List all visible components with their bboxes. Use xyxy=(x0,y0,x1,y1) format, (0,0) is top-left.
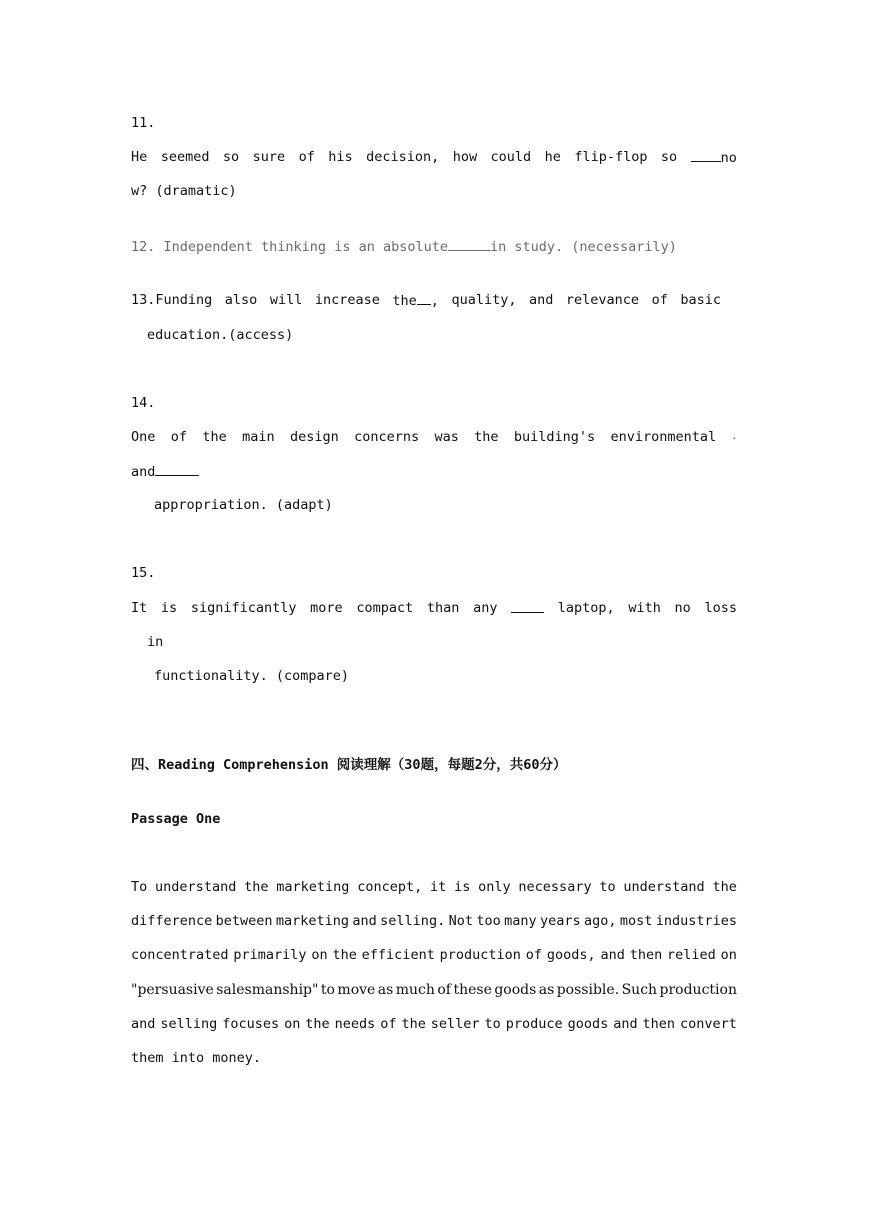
q13-the-blank xyxy=(392,291,439,310)
answer-blank[interactable] xyxy=(417,291,431,305)
passage-word: most xyxy=(619,913,653,929)
passage-word: "persuasive xyxy=(131,982,214,998)
passage-title: Passage One xyxy=(131,811,221,827)
passage-word: ago, xyxy=(583,913,617,929)
q15-word: loss xyxy=(704,600,737,616)
passage-word: on xyxy=(720,947,737,963)
q13-line1 xyxy=(131,291,721,310)
passage-line-3 xyxy=(131,946,737,964)
q13-word: of xyxy=(651,292,668,308)
q15-word: compact xyxy=(356,600,414,616)
passage-line-2 xyxy=(131,912,737,930)
q14-and: and xyxy=(131,464,156,480)
q11-word: of xyxy=(298,149,315,165)
q13-number: 13.Funding xyxy=(131,292,213,308)
passage-word: relied xyxy=(667,947,716,963)
q15-word: no xyxy=(674,600,691,616)
passage-word: to xyxy=(320,982,335,998)
q11-after-blank: no xyxy=(720,150,737,166)
q13-word: relevance xyxy=(565,292,640,308)
q11-word: his xyxy=(328,149,353,165)
passage-word: of xyxy=(380,1016,397,1032)
passage-word: production xyxy=(439,947,521,963)
passage-word: convert xyxy=(680,1016,737,1032)
passage-word: marketing xyxy=(276,879,350,895)
q15-word: any xyxy=(473,600,498,616)
q13-word: basic xyxy=(680,292,721,308)
q15-word: than xyxy=(426,600,460,616)
q15-line3: functionality. (compare) xyxy=(154,668,350,684)
passage-word: the xyxy=(332,947,357,963)
q15-number: 15. xyxy=(131,565,156,581)
section-heading: 四、Reading Comprehension 阅读理解（30题，每题2分，共60分） xyxy=(131,757,567,773)
q14-dot: . xyxy=(731,432,737,442)
passage-word: then xyxy=(629,947,663,963)
passage-word: needs xyxy=(334,1016,376,1032)
passage-word: the xyxy=(712,879,737,895)
q14-word: main xyxy=(242,429,275,445)
passage-word: goods, xyxy=(546,947,596,963)
q11-word: how xyxy=(452,149,478,165)
q13-word: increase xyxy=(314,292,380,308)
q14-word: of xyxy=(170,429,187,445)
q14-number: 14. xyxy=(131,395,156,411)
q14-word: design xyxy=(289,429,339,445)
q15-word: laptop, xyxy=(557,600,615,616)
q11-number: 11. xyxy=(131,115,156,131)
passage-word: efficient xyxy=(361,947,435,963)
passage-word: salesmanship" xyxy=(216,982,319,998)
passage-word: these xyxy=(453,982,492,998)
q13-word: will xyxy=(269,292,303,308)
q14-word: environmental xyxy=(610,429,717,445)
passage-word: understand xyxy=(155,879,237,895)
q12-line xyxy=(131,237,737,256)
q11-line2: w? (dramatic) xyxy=(131,183,237,199)
q15-line2: in xyxy=(147,634,164,650)
passage-word: focuses xyxy=(222,1016,280,1032)
passage-word: possible. xyxy=(556,982,620,998)
passage-word: Not xyxy=(448,913,473,929)
q15-word: more xyxy=(310,600,343,616)
passage-word: Such xyxy=(621,982,658,998)
q12-after: in study. (necessarily) xyxy=(489,239,677,255)
q14-line2 xyxy=(131,462,737,481)
passage-word: and xyxy=(600,947,625,963)
q15-word: with xyxy=(628,600,661,616)
q11-word: he xyxy=(544,149,561,165)
passage-word: many xyxy=(504,913,537,929)
passage-word: selling xyxy=(160,1016,218,1032)
passage-word: the xyxy=(244,879,269,895)
q11-word: decision, xyxy=(366,149,440,165)
passage-word: too xyxy=(476,913,501,929)
passage-word: necessary xyxy=(518,879,592,895)
q12-before: 12. Independent thinking is an absolute xyxy=(131,239,448,255)
passage-word: concentrated xyxy=(131,947,229,963)
passage-word: the xyxy=(305,1016,330,1032)
q13-word: also xyxy=(224,292,258,308)
q14-word: the xyxy=(474,429,499,445)
passage-word: marketing xyxy=(275,913,350,929)
passage-word: much xyxy=(395,982,435,998)
q11-word: sure xyxy=(252,149,286,165)
passage-word: years xyxy=(539,913,581,929)
answer-blank[interactable] xyxy=(511,599,544,613)
q11-blank-wrap xyxy=(691,148,737,167)
q15-line1 xyxy=(131,599,737,617)
q14-word: was xyxy=(434,429,459,445)
passage-word: seller xyxy=(430,1016,480,1032)
passage-word: as xyxy=(377,982,394,998)
passage-word: it xyxy=(430,879,447,895)
q15-word: It xyxy=(131,600,148,616)
q14-word: One xyxy=(131,429,156,445)
passage-word: industries xyxy=(655,913,737,929)
passage-line-5 xyxy=(131,1015,737,1033)
passage-word: To xyxy=(131,879,148,895)
passage-word: to xyxy=(484,1016,501,1032)
passage-word: concept, xyxy=(357,879,423,895)
passage-line-4 xyxy=(131,981,737,999)
passage-word: and xyxy=(613,1016,638,1032)
q11-line1 xyxy=(131,148,737,167)
passage-word: of xyxy=(525,947,543,963)
q14-line1 xyxy=(131,428,737,446)
passage-word: move xyxy=(337,982,376,998)
passage-word: primarily xyxy=(233,947,307,963)
q11-word: so xyxy=(660,149,678,165)
passage-word: as xyxy=(538,982,555,998)
q15-word: significantly xyxy=(190,600,297,616)
q14-word: the xyxy=(202,429,227,445)
q11-word: flip-flop xyxy=(574,149,648,165)
passage-line-6: them into money. xyxy=(131,1050,262,1066)
passage-word: selling. xyxy=(380,913,446,929)
passage-word: on xyxy=(284,1016,301,1032)
q13-word: and xyxy=(529,292,554,308)
q13-line2: education.(access) xyxy=(147,327,294,343)
passage-word: and xyxy=(352,913,377,929)
passage-word: production xyxy=(659,982,737,998)
passage-word: is xyxy=(454,879,471,895)
passage-line-1 xyxy=(131,878,737,896)
q13-comma: , xyxy=(430,293,439,309)
q13-word: quality, xyxy=(451,292,517,308)
passage-word: goods xyxy=(494,982,537,998)
q11-word: He xyxy=(131,149,148,165)
passage-word: the xyxy=(401,1016,426,1032)
q13-the: the xyxy=(392,293,417,309)
passage-word: between xyxy=(215,913,273,929)
passage-word: understand xyxy=(623,879,705,895)
answer-blank[interactable] xyxy=(155,462,199,476)
q14-line3: appropriation. (adapt) xyxy=(154,497,333,513)
passage-word: and xyxy=(131,1016,156,1032)
q11-word: seemed xyxy=(160,149,210,165)
passage-word: of xyxy=(437,982,451,998)
q14-word: building's xyxy=(513,429,596,445)
passage-word: only xyxy=(478,879,511,895)
passage-word: to xyxy=(599,879,616,895)
q11-word: so xyxy=(222,149,240,165)
q14-word: concerns xyxy=(354,429,420,445)
passage-word: then xyxy=(642,1016,676,1032)
passage-word: goods xyxy=(567,1016,609,1032)
q15-word: is xyxy=(160,600,178,616)
answer-blank[interactable] xyxy=(691,148,721,162)
answer-blank[interactable] xyxy=(448,237,490,251)
passage-word: on xyxy=(311,947,328,963)
passage-word: produce xyxy=(505,1016,563,1032)
passage-word: difference xyxy=(131,913,213,929)
q11-word: could xyxy=(490,149,532,165)
